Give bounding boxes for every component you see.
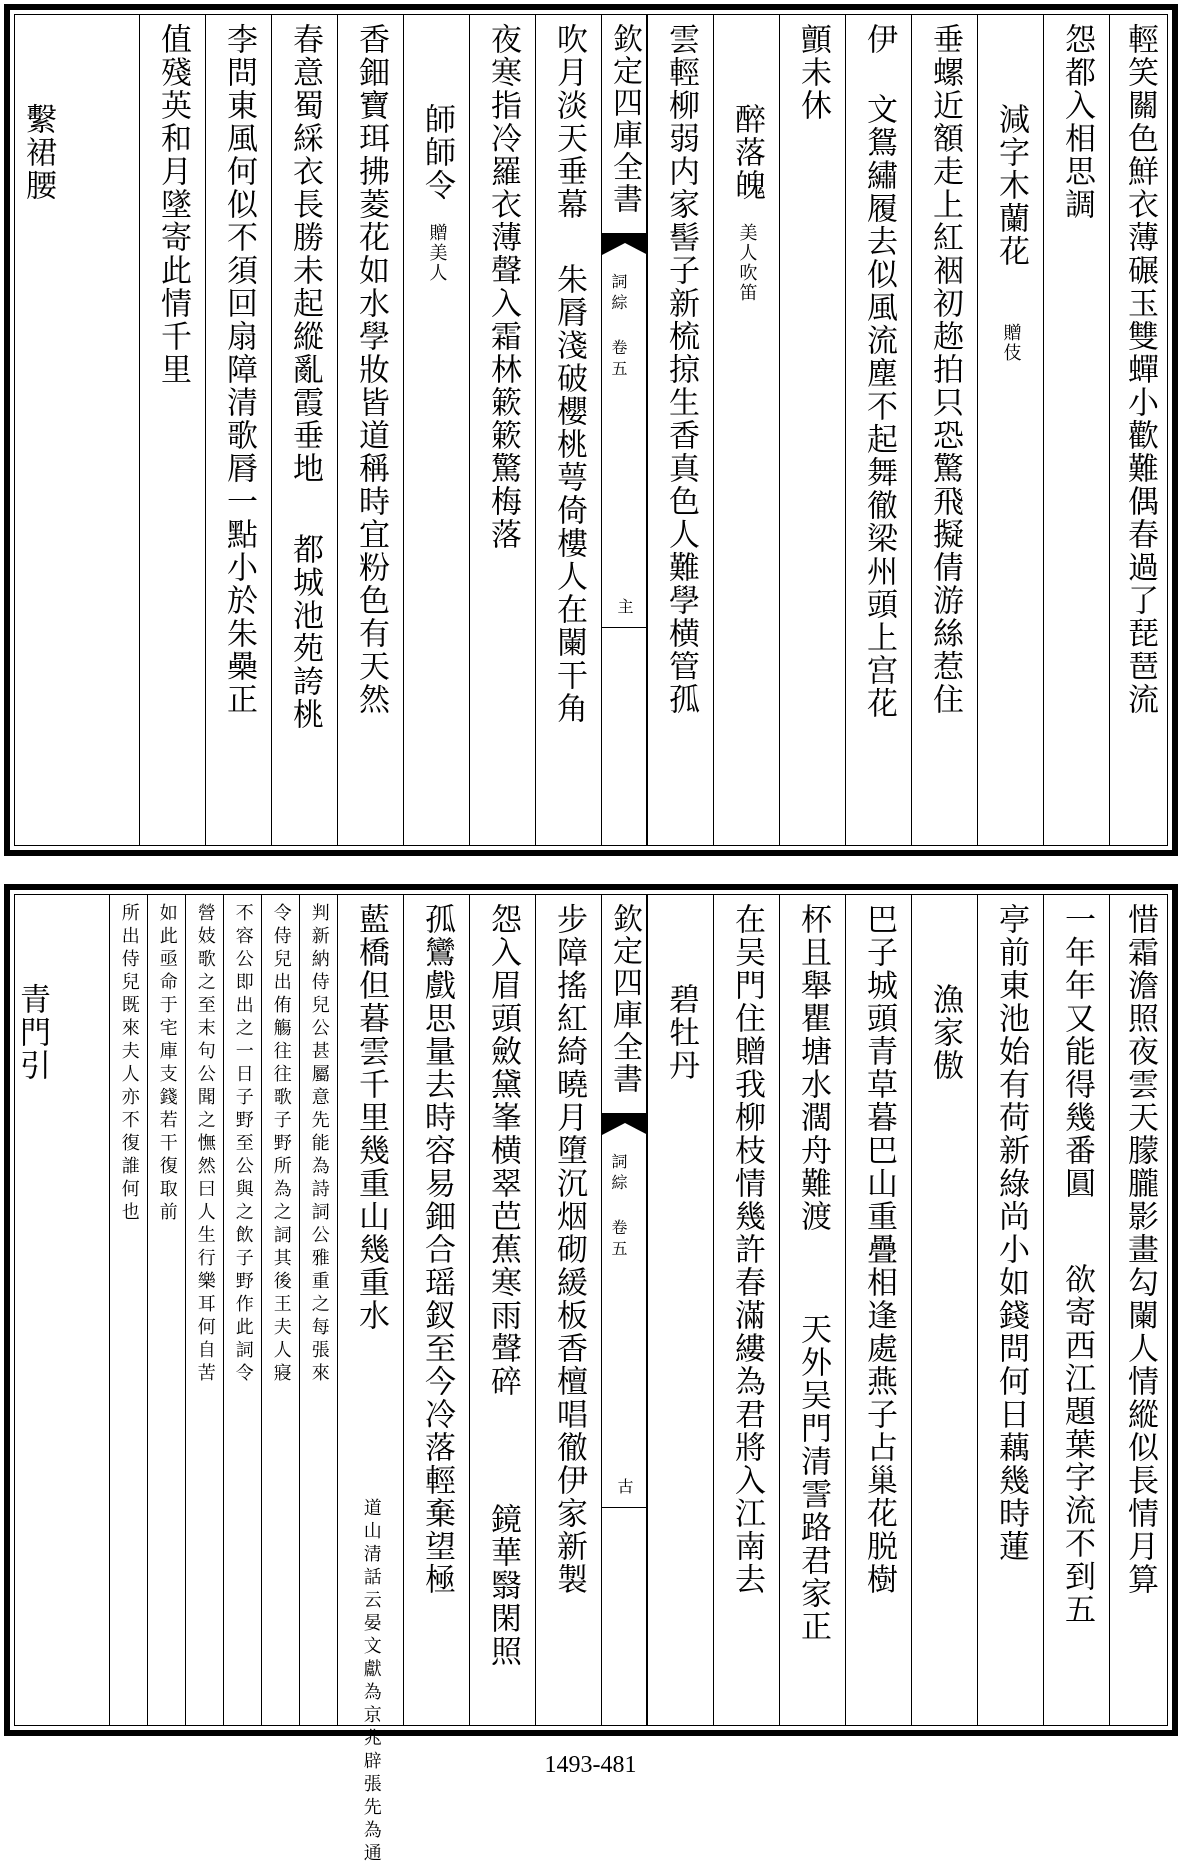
bottom-center-strip — [601, 895, 647, 1725]
text-line: 輕笑關色鮮衣薄碾玉雙蟬小歡難偶春過了琵琶流 — [1122, 23, 1158, 716]
center-divider — [602, 1507, 646, 1508]
bottom-column — [779, 895, 845, 1725]
top-column — [205, 15, 271, 845]
top-column — [469, 15, 535, 845]
bottom-column — [223, 895, 261, 1725]
top-column — [713, 15, 779, 845]
commentary-note: 判新納侍兒公甚屬意先能為詩詞公雅重之每張來 — [308, 903, 330, 1386]
bottom-column — [713, 895, 779, 1725]
text-line: 巴子城頭青草暮巴山重疊相逢處燕子占巢花脱樹 — [861, 903, 897, 1596]
commentary-note: 如此亟命于宅庫支錢若干復取前 — [156, 903, 178, 1225]
text-line: 一年年又能得幾番圓 — [1059, 903, 1095, 1200]
text-line: 贈伎 — [1000, 323, 1022, 363]
top-column — [535, 15, 601, 845]
text-line: 碧牡丹 — [663, 983, 699, 1082]
commentary-note: 營妓歌之至末句公聞之憮然曰人生行樂耳何自苦 — [194, 903, 216, 1386]
bottom-column — [261, 895, 299, 1725]
commentary-note: 道山清話云晏文獻為京兆辟張先為通 — [360, 1498, 382, 1866]
bottom-column — [1109, 895, 1169, 1725]
text-line: 春意蜀綵衣長勝未起縱亂霞垂地 — [287, 23, 323, 485]
text-line: 贈美人 — [426, 223, 448, 283]
bottom-column — [403, 895, 469, 1725]
bottom-column — [535, 895, 601, 1725]
text-line: 天外吴門清霅路君家正 — [795, 1313, 831, 1643]
text-line: 鏡華翳閑照 — [485, 1503, 521, 1668]
text-line: 李問東風何似不須回扇障清歌脣一點小於朱櫐正 — [221, 23, 257, 716]
text-line: 雲輕柳弱内家髻子新梳掠生香真色人難學横管孤 — [663, 23, 699, 716]
top-column — [0, 15, 139, 845]
top-center-strip — [601, 15, 647, 845]
text-line: 美人吹笛 — [736, 223, 758, 303]
text-line: 值殘英和月墜寄此情千里 — [155, 23, 191, 386]
top-column — [403, 15, 469, 845]
bottom-column — [185, 895, 223, 1725]
top-column — [779, 15, 845, 845]
bottom-column — [469, 895, 535, 1725]
text-line: 顫未休 — [795, 23, 831, 122]
top-column — [139, 15, 205, 845]
text-line: 欲寄西江題葉字流不到五 — [1059, 1263, 1095, 1626]
commentary-note: 不容公即出之一日子野至公與之飲子野作此詞令 — [232, 903, 254, 1386]
library-title: 欽定四庫全書 — [607, 23, 642, 215]
text-line: 香鈿寶珥拂菱花如水學妝皆道稱時宜粉色有天然 — [353, 23, 389, 716]
bottom-column — [299, 895, 337, 1725]
bottom-column — [109, 895, 147, 1725]
leaf-number: 主 — [615, 598, 634, 616]
text-line: 文鴛繡履去似風流塵不起舞徹梁州頭上宫花 — [861, 93, 897, 720]
text-line: 夜寒指冷羅衣薄聲入霜林簌簌驚梅落 — [485, 23, 521, 551]
text-line: 繫裙腰 — [20, 103, 56, 202]
bottom-column — [977, 895, 1043, 1725]
text-line: 醉落魄 — [729, 103, 765, 202]
bottom-column — [0, 895, 109, 1725]
fishtail-mark — [602, 1113, 648, 1139]
text-line: 杯且舉瞿塘水濶舟難渡 — [795, 903, 831, 1233]
top-column — [845, 15, 911, 845]
top-column — [337, 15, 403, 845]
page-number-footer: 1493-481 — [544, 1752, 637, 1778]
top-column — [977, 15, 1043, 845]
text-line: 青門引 — [14, 983, 50, 1082]
volume-label: 詞綜 卷五 — [609, 1153, 628, 1261]
library-title: 欽定四庫全書 — [607, 903, 642, 1095]
center-divider — [602, 627, 646, 628]
text-line: 惜霜澹照夜雲天朦朧影畫勾闌人情縱似長情月算 — [1122, 903, 1158, 1596]
text-line: 亭前東池始有荷新綠尚小如錢問何日藕幾時蓮 — [993, 903, 1029, 1563]
top-column — [647, 15, 713, 845]
text-line: 伊 — [861, 23, 897, 56]
text-line: 藍橋但暮雲千里幾重山幾重水 — [353, 903, 389, 1332]
text-line: 師師令 — [419, 103, 455, 202]
top-column — [271, 15, 337, 845]
bottom-column — [845, 895, 911, 1725]
commentary-note: 所出侍兒既來夫人亦不復誰何也 — [118, 903, 140, 1225]
text-line: 漁家傲 — [927, 983, 963, 1082]
bottom-column — [1043, 895, 1109, 1725]
bottom-column — [337, 895, 403, 1866]
text-line: 吹月淡天垂幕 — [551, 23, 587, 221]
volume-label: 詞綜 卷五 — [609, 273, 628, 381]
text-line: 怨都入相思調 — [1059, 23, 1095, 221]
text-line: 在吴門住贈我柳枝情幾許春滿縷為君將入江南去 — [729, 903, 765, 1596]
top-column — [1043, 15, 1109, 845]
commentary-note: 令侍兒出侑觴往往歌子野所為之詞其後王夫人寢 — [270, 903, 292, 1386]
fishtail-mark — [602, 233, 648, 259]
bottom-column — [911, 895, 977, 1725]
top-inner-frame — [14, 14, 1168, 846]
text-line: 步障搖紅綺曉月墮沉烟砌緩板香檀唱徹伊家新製 — [551, 903, 587, 1596]
text-line: 垂螺近額走上紅裀初趂拍只恐驚飛擬倩游絲惹住 — [927, 23, 963, 716]
text-line: 減字木蘭花 — [993, 103, 1029, 268]
bottom-column — [147, 895, 185, 1725]
leaf-number: 古 — [615, 1478, 634, 1496]
text-line: 都城池苑誇桃 — [287, 533, 323, 731]
top-column — [1109, 15, 1169, 845]
top-page — [0, 0, 1181, 860]
text-line: 朱脣淺破櫻桃萼倚樓人在闌干角 — [551, 263, 587, 725]
top-column — [911, 15, 977, 845]
top-columns — [15, 15, 1167, 845]
text-line: 怨入眉頭斂黛峯横翠芭蕉寒雨聲碎 — [485, 903, 521, 1398]
text-line: 孤鸞戲思量去時容易鈿合瑶釵至今冷落輕棄望極 — [419, 903, 455, 1596]
bottom-column — [647, 895, 713, 1725]
